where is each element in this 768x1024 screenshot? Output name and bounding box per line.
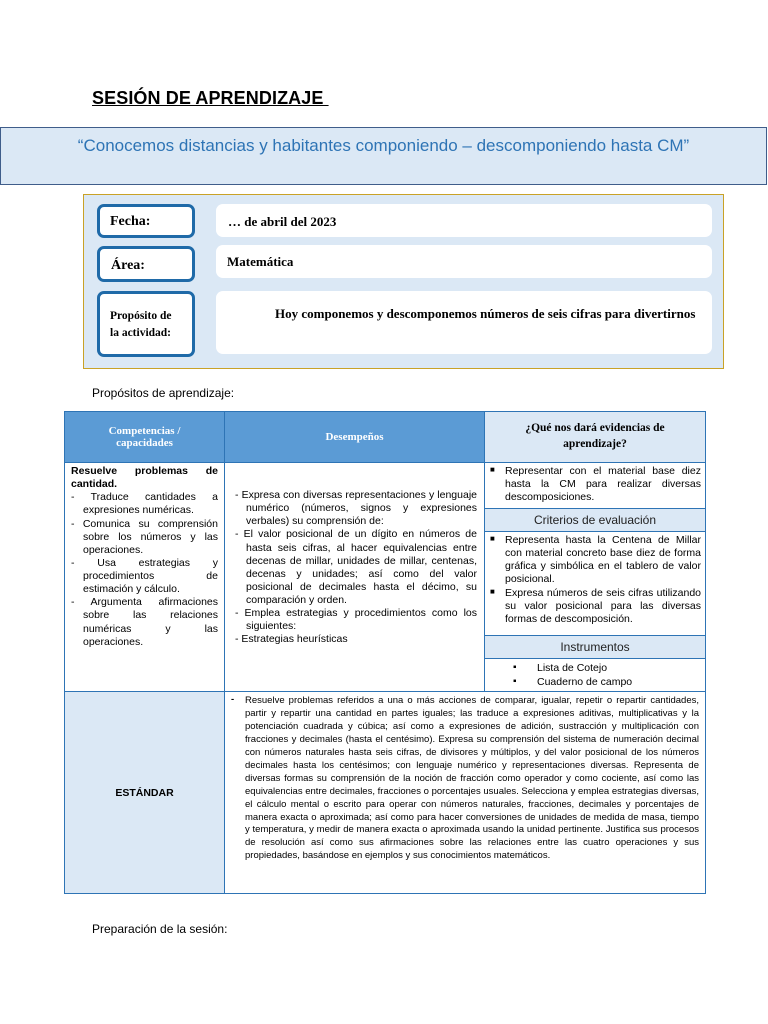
instrumentos-title: Instrumentos: [485, 636, 705, 659]
estandar-text: Resuelve problemas referidos a una o más acciones de comparar, igualar, repetir o repartir cantidades, partir y repartir una cantidad en partes iguales; las traduce a expresiones aditivas, multiplicativas y la potenciación cuadrada y cúbica; así como a expresiones de adición, sustracción y multiplicación con fracciones y decimales (hasta el centésimo). Expresa su comprensión del sistema de numeración decimal con números naturales hasta seis cifras, de divisores y múltiplos, y del valor posicional de los números decimales hasta los centésimos; con lenguaje numérico y representaciones diversas. Representa de diversas formas su comprensión de la noción de fracción como operador y como cociente, así como las equivalencias entre decimales, fracciones o porcentajes usuales. Selecciona y emplea estrategias diversas, el cálculo mental o escrito para operar con números naturales, fracciones, decimales y porcentajes de manera exacta o aproximada; así como para hacer conversiones de unidades de medida de masa, tiempo y temperatura, y medir de manera exacta o aproximada usando la unidad pertinente. Justifica sus procesos de resolución así como sus afirmaciones sobre las relaciones entre las cuatro operaciones y sus propiedades, basándose en ejemplos y sus conocimientos matemáticos.: [245, 695, 699, 862]
evidencia-item: ■ Representar con el material base diez hasta la CM para realizar diversas descomposiciones.: [489, 465, 701, 504]
criterios-title: Criterios de evaluación: [485, 509, 705, 532]
session-title: “Conocemos distancias y habitantes componiendo – descomponiendo hasta CM”: [77, 136, 690, 155]
info-box: [83, 194, 724, 369]
fecha-value: … de abril del 2023: [216, 204, 712, 237]
estandar-cell: [225, 692, 706, 894]
capacidad-item: - Comunica su comprensión sobre los números y las operaciones.: [71, 517, 218, 556]
competencia-head: Resuelve problemas de cantidad.: [71, 465, 218, 491]
area-label: Área:: [111, 258, 145, 273]
fecha-label-box: [97, 204, 195, 238]
estandar-label: ESTÁNDAR: [65, 692, 225, 894]
proposito-label-box: [97, 291, 195, 357]
capacidad-item: - Usa estrategias y procedimientos de estimación y cálculo.: [71, 556, 218, 596]
criterio-item: ■ Expresa números de seis cifras utilizando su valor posicional para las diversas formas de descomposición.: [489, 587, 701, 626]
desempeno-item: - El valor posicional de un dígito en números de hasta seis cifras, al hacer equivalencias entre decenas de millar, unidades de millar, centenas, decenas y unidades; así como del valor posicional de decimales hasta el décimo, su comparación y orden.: [235, 528, 477, 606]
desempenos-list: [235, 489, 477, 647]
estandar-dash: -: [231, 694, 235, 706]
header-competencias: Competencias / capacidades: [65, 412, 225, 463]
criterios-block: [485, 532, 705, 636]
desempenos-cell: [225, 463, 485, 692]
instrumento-item: ▪ Lista de Cotejo: [513, 661, 705, 675]
proposito-label-line-2: la actividad:: [110, 326, 172, 339]
proposito-value: Hoy componemos y descomponemos números de seis cifras para divertirnos: [216, 291, 712, 354]
competencias-cell: [65, 463, 225, 692]
instrumentos-list: [485, 659, 705, 691]
desempeno-item: - Expresa con diversas representaciones y lenguaje numérico (números, signos y expresiones verbales) su comprensión de:: [235, 489, 477, 528]
propositos-label: Propósitos de aprendizaje:: [92, 386, 235, 400]
document-title: SESIÓN DE APRENDIZAJE: [92, 88, 329, 108]
area-label-box: [97, 246, 195, 282]
header-evidencias: ¿Qué nos dará evidencias de aprendizaje?: [485, 412, 706, 463]
desempeno-item: - Estrategias heurísticas: [235, 633, 348, 646]
capacidades-list: [71, 491, 218, 649]
preparacion-label: Preparación de la sesión:: [92, 922, 228, 936]
criterio-item: ■ Representa hasta la Centena de Millar con material concreto base diez de forma gráfica y simbólica en el tablero de valor posicional.: [489, 534, 701, 587]
evidencias-cell: [485, 463, 706, 692]
area-value: Matemática: [216, 245, 712, 278]
evidencia-block: [485, 463, 705, 509]
capacidad-item: - Argumenta afirmaciones sobre las relaciones numéricas y las operaciones.: [71, 596, 218, 648]
desempeno-item: - Emplea estrategias y procedimientos como los siguientes:: [235, 607, 477, 633]
learning-table: [64, 411, 706, 894]
instrumento-item: ▪ Cuaderno de campo: [513, 675, 705, 689]
session-title-banner: [0, 127, 767, 185]
proposito-label-line-1: Propósito de: [110, 310, 172, 322]
capacidad-item: - Traduce cantidades a expresiones numéricas.: [71, 491, 218, 517]
fecha-label: Fecha:: [110, 214, 151, 229]
header-desempenos: Desempeños: [225, 412, 485, 463]
